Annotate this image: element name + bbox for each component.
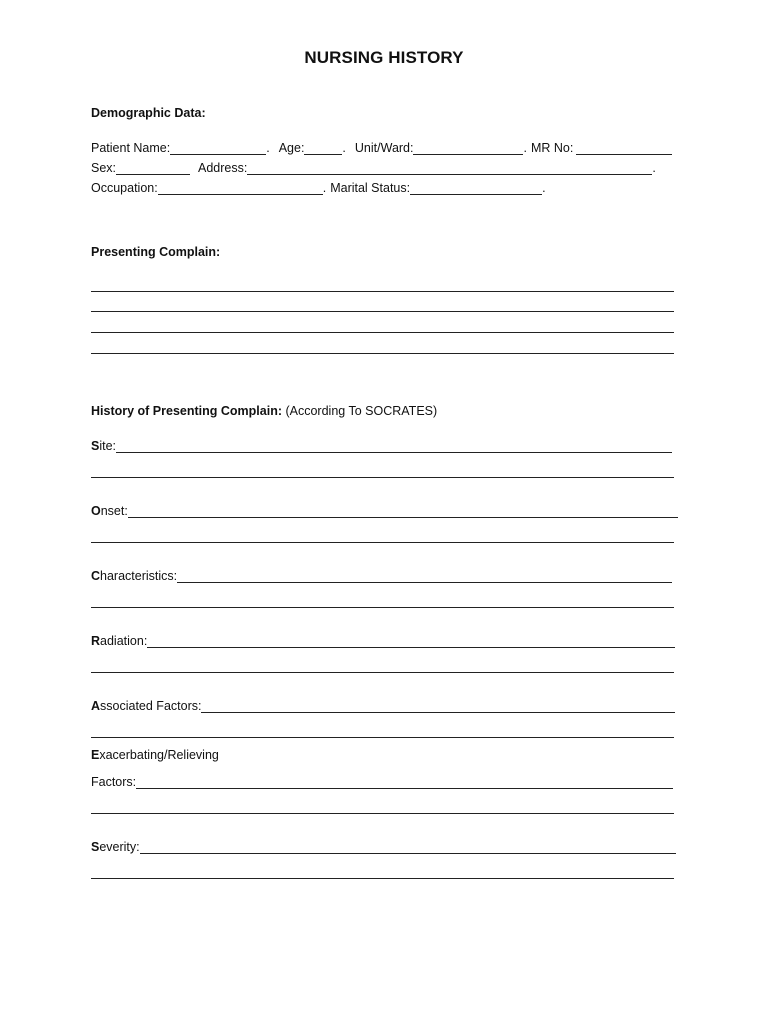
patient-name-field[interactable] (170, 142, 266, 155)
sex-field[interactable] (116, 162, 190, 175)
presenting-complain-line[interactable] (91, 353, 674, 354)
site-label: ite: (99, 439, 117, 453)
age-field[interactable] (304, 142, 342, 155)
presenting-complain-line[interactable] (91, 311, 674, 312)
characteristics-label: haracteristics: (100, 569, 178, 583)
characteristics-line[interactable] (91, 607, 674, 608)
demographic-row-1 (91, 139, 672, 155)
period: . (652, 161, 656, 175)
period: . (542, 181, 546, 195)
factors-label: Factors: (91, 775, 137, 789)
demographic-row-2 (91, 159, 656, 175)
site-field[interactable] (116, 440, 672, 453)
marital-status-label: Marital Status: (330, 181, 411, 195)
history-heading-text: History of Presenting Complain: (91, 404, 282, 418)
address-field[interactable] (247, 162, 652, 175)
radiation-initial: R (91, 634, 101, 648)
exacerbating-relieving-line[interactable] (91, 813, 674, 814)
associated-factors-label: ssociated Factors: (100, 699, 202, 713)
history-heading (91, 404, 437, 418)
address-label: Address: (198, 161, 248, 175)
presenting-complain-heading: Presenting Complain: (91, 245, 221, 259)
severity-field-row (91, 838, 676, 854)
period: . (523, 141, 527, 155)
site-initial: S (91, 439, 100, 453)
severity-initial: S (91, 840, 100, 854)
onset-initial: O (91, 504, 101, 518)
demographic-heading: Demographic Data: (91, 106, 206, 120)
period: . (322, 181, 327, 195)
characteristics-field-row (91, 567, 672, 583)
associated-factors-initial: A (91, 699, 101, 713)
associated-factors-field-row (91, 697, 675, 713)
exacerbating-label-row (91, 746, 219, 762)
characteristics-field[interactable] (177, 570, 672, 583)
occupation-field[interactable] (158, 182, 323, 195)
age-label: Age: (278, 141, 305, 155)
period: . (342, 141, 346, 155)
severity-line[interactable] (91, 878, 674, 879)
onset-line[interactable] (91, 542, 674, 543)
presenting-complain-line[interactable] (91, 291, 674, 292)
severity-field[interactable] (140, 841, 676, 854)
presenting-complain-line[interactable] (91, 332, 674, 333)
site-line[interactable] (91, 477, 674, 478)
mr-no-label: MR No: (530, 141, 574, 155)
associated-factors-field[interactable] (201, 700, 675, 713)
marital-status-field[interactable] (410, 182, 542, 195)
sex-label: Sex: (91, 161, 117, 175)
factors-field-row (91, 773, 673, 789)
radiation-line[interactable] (91, 672, 674, 673)
occupation-label: Occupation: (91, 181, 158, 195)
onset-label: nset: (100, 504, 128, 518)
history-heading-note: (According To SOCRATES) (285, 404, 438, 418)
form-title: NURSING HISTORY (304, 48, 464, 67)
exacerbating-label: xacerbating/Relieving (99, 748, 219, 762)
associated-factors-line[interactable] (91, 737, 674, 738)
radiation-field[interactable] (147, 635, 675, 648)
patient-name-label: Patient Name: (91, 141, 171, 155)
radiation-field-row (91, 632, 675, 648)
unit-ward-field[interactable] (413, 142, 523, 155)
unit-ward-label: Unit/Ward: (354, 141, 414, 155)
characteristics-initial: C (91, 569, 101, 583)
period: . (266, 141, 270, 155)
onset-field[interactable] (128, 505, 678, 518)
mr-no-field[interactable] (576, 142, 672, 155)
onset-field-row (91, 502, 678, 518)
site-field-row (91, 437, 672, 453)
exacerbating-relieving-field[interactable] (136, 776, 673, 789)
exacerbating-initial: E (91, 748, 100, 762)
demographic-row-3 (91, 179, 546, 195)
severity-label: everity: (99, 840, 140, 854)
radiation-label: adiation: (100, 634, 148, 648)
